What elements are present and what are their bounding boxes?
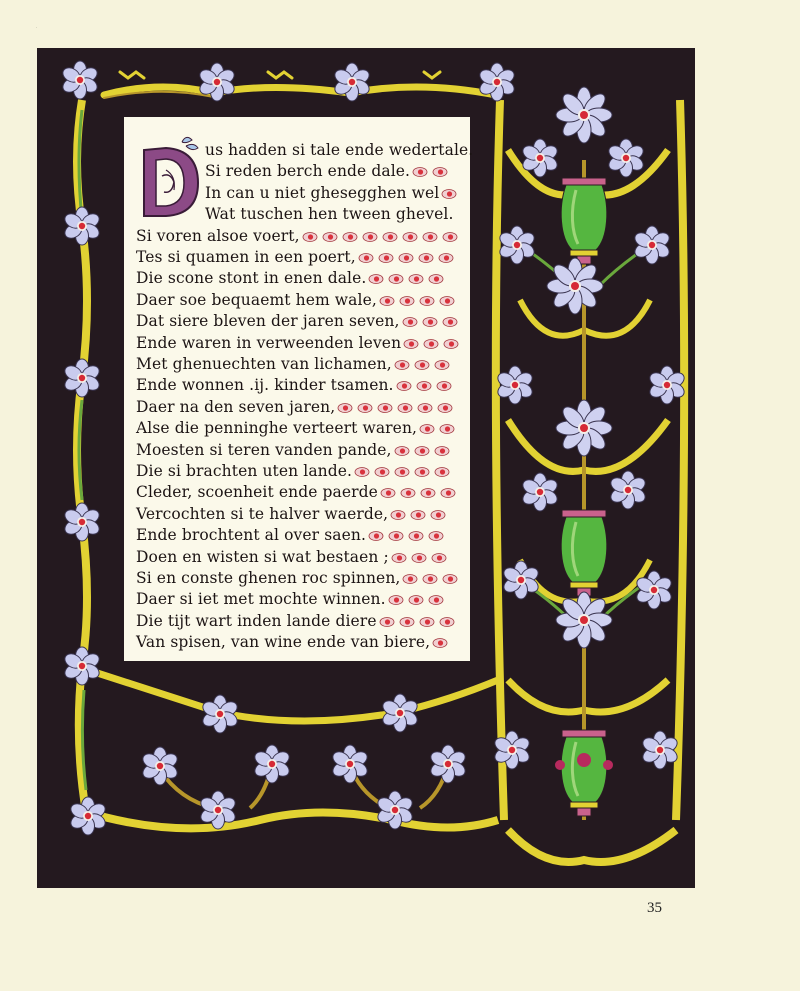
filler-dot xyxy=(383,233,397,242)
poem-line: In can u niet ghesegghen wel xyxy=(205,183,440,202)
poem-line: Si reden berch ende dale. xyxy=(205,162,411,181)
poem-line: us hadden si tale ende wedertale. xyxy=(205,141,474,159)
filler-dot xyxy=(429,275,443,284)
filler-dot xyxy=(415,468,429,477)
filler-dot xyxy=(359,254,373,263)
filler-dot xyxy=(421,489,435,498)
filler-dot xyxy=(403,233,417,242)
filler-dot xyxy=(369,275,383,284)
poem-line: Si voren alsoe voert, xyxy=(136,226,300,245)
filler-dot xyxy=(413,168,427,177)
filler-dot xyxy=(419,254,433,263)
filler-dot xyxy=(440,425,454,434)
poem-line: Cleder, scoenheit ende paerde xyxy=(136,483,378,502)
filler-dot xyxy=(380,297,394,306)
page-number: 35 xyxy=(647,900,662,916)
filler-dot xyxy=(355,468,369,477)
filler-dot xyxy=(431,511,445,520)
filler-dot xyxy=(443,318,457,327)
filler-dot xyxy=(375,468,389,477)
filler-dot xyxy=(395,447,409,456)
poem-line: Tes si quamen in een poert, xyxy=(136,248,356,266)
filler-dot xyxy=(435,361,449,370)
filler-dot xyxy=(403,575,417,584)
filler-dot xyxy=(409,532,423,541)
filler-dot xyxy=(424,340,438,349)
initial-letter-text: D xyxy=(36,28,37,29)
filler-dot xyxy=(415,361,429,370)
filler-dot xyxy=(437,382,451,391)
filler-dot xyxy=(399,254,413,263)
poem-line: Wat tuschen hen tween ghevel. xyxy=(205,205,454,224)
filler-dot xyxy=(443,575,457,584)
filler-dot xyxy=(389,596,403,605)
filler-dot xyxy=(432,554,446,563)
filler-dot xyxy=(423,575,437,584)
filler-dot xyxy=(400,618,414,627)
poem-line: Moesten si teren vanden pande, xyxy=(136,440,392,459)
filler-dot xyxy=(323,233,337,242)
filler-dot xyxy=(343,233,357,242)
filler-dot xyxy=(438,404,452,413)
filler-dot xyxy=(435,468,449,477)
filler-dot xyxy=(404,340,418,349)
poem-line: Ende waren in verweenden leven xyxy=(136,333,402,352)
filler-dot xyxy=(409,275,423,284)
filler-dot xyxy=(433,168,447,177)
filler-dot xyxy=(412,554,426,563)
poem-line: Si en conste ghenen roc spinnen, xyxy=(136,569,401,587)
filler-dot xyxy=(409,596,423,605)
poem-line: Daer soe bequaemt hem wale, xyxy=(136,290,377,309)
filler-dot xyxy=(363,233,377,242)
filler-dot xyxy=(420,297,434,306)
filler-dot xyxy=(398,404,412,413)
poem-line: Vercochten si te halver waerde, xyxy=(136,504,389,523)
poem-line: Die si brachten uten lande. xyxy=(136,462,353,480)
filler-dot xyxy=(418,404,432,413)
filler-dot xyxy=(395,361,409,370)
filler-dot xyxy=(403,318,417,327)
filler-dot xyxy=(395,468,409,477)
poem-line: Doen en wisten si wat bestaen ; xyxy=(136,547,389,566)
filler-dot xyxy=(415,447,429,456)
filler-dot xyxy=(392,554,406,563)
filler-dot xyxy=(358,404,372,413)
filler-dot xyxy=(443,233,457,242)
filler-dot xyxy=(338,404,352,413)
filler-dot xyxy=(389,532,403,541)
filler-dot xyxy=(423,318,437,327)
poem-line: Dat siere bleven der jaren seven, xyxy=(136,312,400,331)
filler-dot xyxy=(429,596,443,605)
filler-dot xyxy=(379,254,393,263)
poem-line: Daer na den seven jaren, xyxy=(136,397,336,416)
filler-dot xyxy=(401,489,415,498)
filler-dot xyxy=(369,532,383,541)
filler-dot xyxy=(441,489,455,498)
filler-dot xyxy=(423,233,437,242)
filler-dot xyxy=(435,447,449,456)
poem-line: Met ghenuechten van lichamen, xyxy=(136,355,392,373)
filler-dot xyxy=(444,340,458,349)
filler-dot xyxy=(303,233,317,242)
filler-dot xyxy=(429,532,443,541)
poem-line: Die scone stont in enen dale. xyxy=(136,269,367,288)
poem-line: Ende brochtent al over saen. xyxy=(136,526,366,545)
filler-dot xyxy=(442,190,456,199)
filler-dot xyxy=(378,404,392,413)
poem-line: Die tijt wart inden lande diere xyxy=(136,611,377,630)
filler-dot xyxy=(380,618,394,627)
filler-dot xyxy=(411,511,425,520)
filler-dot xyxy=(391,511,405,520)
filler-dot xyxy=(433,639,447,648)
filler-dot xyxy=(440,618,454,627)
poem-line: Alse die penninghe verteert waren, xyxy=(136,419,418,438)
filler-dot xyxy=(400,297,414,306)
filler-dot xyxy=(440,297,454,306)
filler-dot xyxy=(420,425,434,434)
filler-dot xyxy=(439,254,453,263)
filler-dot xyxy=(389,275,403,284)
poem-line: Ende wonnen .ij. kinder tsamen. xyxy=(136,376,394,395)
poem-line: Daer si iet met mochte winnen. xyxy=(136,590,386,609)
filler-dot xyxy=(381,489,395,498)
filler-dot xyxy=(397,382,411,391)
poem-line: Van spisen, van wine ende van biere, xyxy=(136,633,431,652)
filler-dot xyxy=(420,618,434,627)
filler-dot xyxy=(417,382,431,391)
